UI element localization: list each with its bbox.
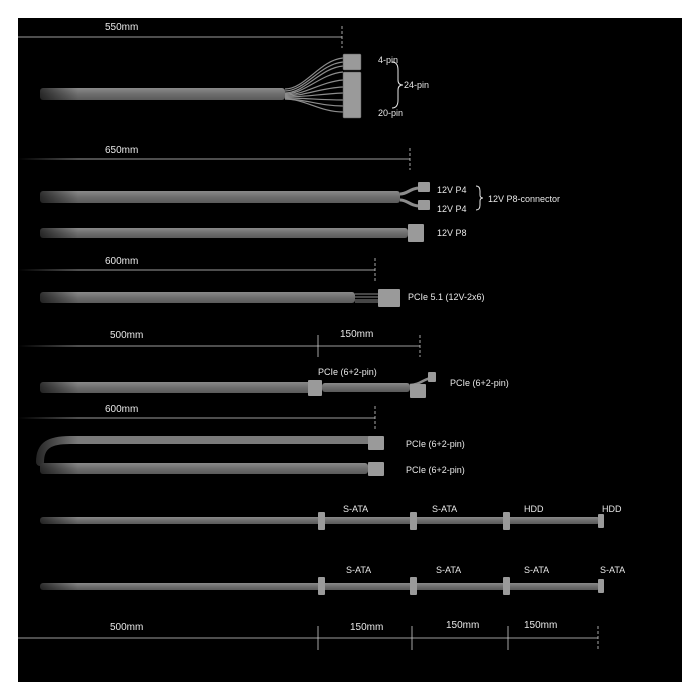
cpu-p4-a-label: 12V P4 (437, 185, 467, 195)
pcie-daisy-main-length-label: 500mm (110, 330, 144, 341)
pcie-daisy-first-label: PCIe (6+2-pin) (318, 367, 377, 377)
sata-cable (40, 577, 604, 595)
atx-length-label: 550mm (105, 22, 139, 33)
atx-cable (40, 54, 403, 118)
bottom-length-1-label: 500mm (110, 622, 144, 633)
cpu-length-label: 650mm (105, 145, 139, 156)
cpu-p8-combined-label: 12V P8-connector (488, 194, 561, 204)
sata-connector-1-label: S-ATA (346, 565, 372, 575)
pcie-daisy-ext-length-label: 150mm (340, 329, 374, 340)
left-fade (18, 40, 78, 600)
pcie-dual-b-label: PCIe (6+2-pin) (406, 465, 465, 475)
sata-hdd-connector-1-label: S-ATA (343, 504, 369, 514)
bottom-length-2-label: 150mm (350, 622, 384, 633)
sata-hdd-connector-2-label: S-ATA (432, 504, 458, 514)
bottom-length-4-label: 150mm (524, 620, 558, 631)
atx-20pin-label: 20-pin (378, 108, 404, 118)
pcie-dual-cable (40, 436, 384, 476)
pcie-daisy-second-label: PCIe (6+2-pin) (450, 378, 509, 388)
bottom-length-3-label: 150mm (446, 620, 480, 631)
atx-24pin-label: 24-pin (404, 80, 430, 90)
sata-hdd-cable (40, 512, 604, 530)
sata-hdd-connector-3-label: HDD (524, 504, 544, 514)
pcie51-cable (40, 289, 400, 307)
atx-4pin-label: 4-pin (378, 55, 399, 65)
pcie-dual-a-label: PCIe (6+2-pin) (406, 439, 465, 449)
pcie51-connector-label: PCIe 5.1 (12V-2x6) (408, 292, 485, 302)
sata-connector-4-label: S-ATA (600, 565, 626, 575)
cpu-cables (40, 182, 483, 242)
dimension-lines (18, 26, 598, 650)
cpu-p4-b-label: 12V P4 (437, 204, 467, 214)
cpu-p8-label: 12V P8 (437, 228, 467, 238)
pcie51-length-label: 600mm (105, 256, 139, 267)
pcie-dual-length-label: 600mm (105, 404, 139, 415)
sata-connector-2-label: S-ATA (436, 565, 462, 575)
sata-hdd-connector-4-label: HDD (602, 504, 622, 514)
sata-connector-3-label: S-ATA (524, 565, 550, 575)
